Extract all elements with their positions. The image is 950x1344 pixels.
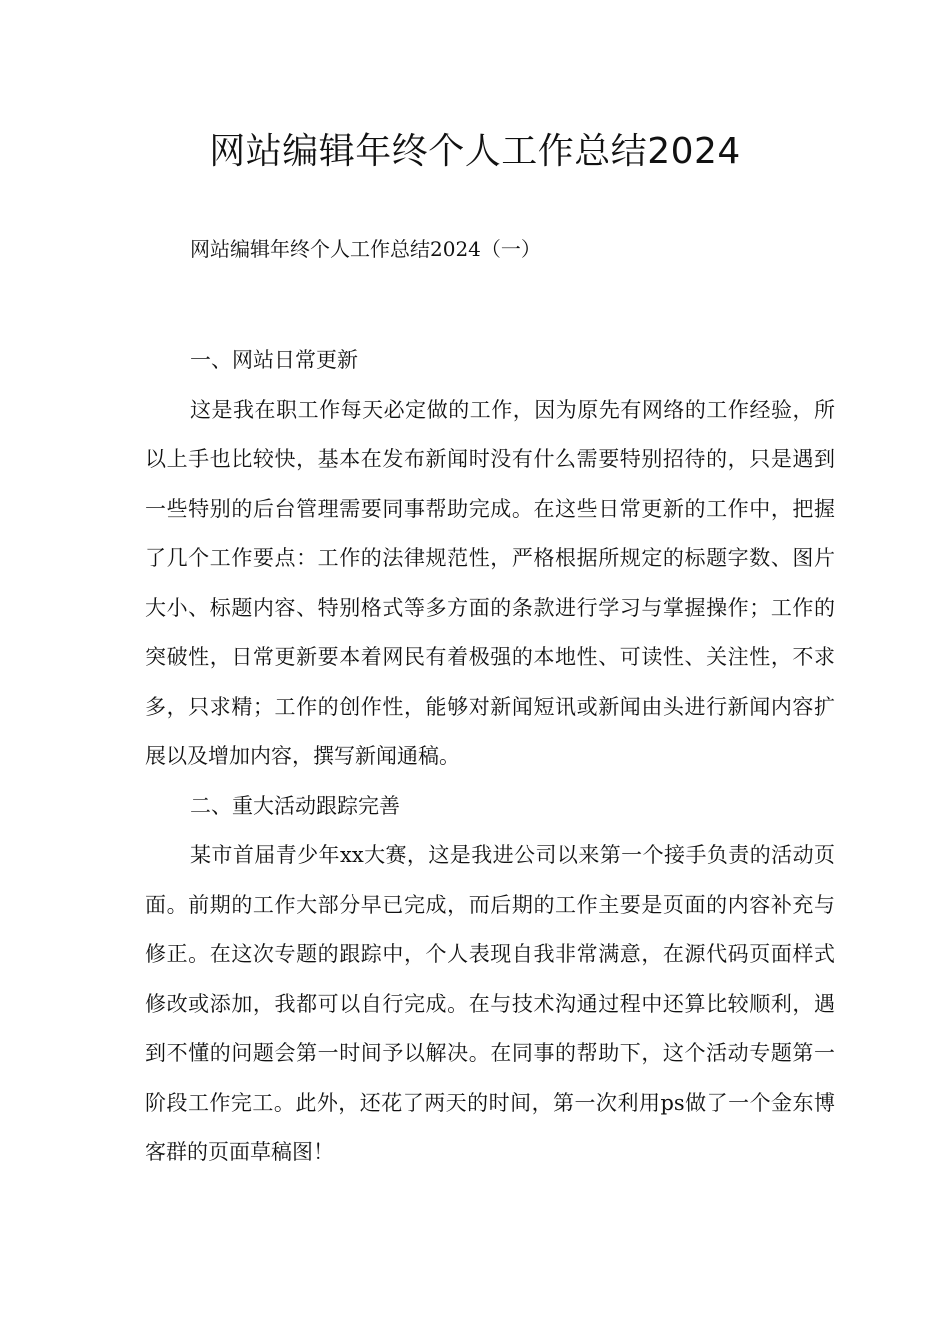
document-subtitle: 网站编辑年终个人工作总结2024（一） bbox=[190, 237, 541, 261]
section-heading-1: 一、网站日常更新 bbox=[190, 348, 358, 372]
document-title: 网站编辑年终个人工作总结2024 bbox=[209, 131, 741, 172]
section-paragraph-1: 这是我在职工作每天必定做的工作，因为原先有网络的工作经验，所以上手也比较快，基本在发布新闻时没有什么需要特别招待的，只是遇到一些特别的后台管理需要同事帮助完成。在这些日常更新的工作中，把握了几个工作要点：工作的法律规范性，严格根据所规定的标题字数、图片大小、标题内容、特别格式等多方面的条款进行学习与掌握操作；工作的突破性，日常更新要本着网民有着极强的本地性、可读性、关注性，不求多，只求精；工作的创作性，能够对新闻短讯或新闻由头进行新闻内容扩展以及增加内容，撰写新闻通稿。 bbox=[145, 397, 835, 768]
section-heading-2: 二、重大活动跟踪完善 bbox=[190, 793, 400, 818]
document-body bbox=[145, 336, 835, 1178]
section-paragraph-2: 某市首届青少年xx大赛，这是我进公司以来第一个接手负责的活动页面。前期的工作大部分早已完成，而后期的工作主要是页面的内容补充与修正。在这次专题的跟踪中，个人表现自我非常满意，在源代码页面样式修改或添加，我都可以自行完成。在与技术沟通过程中还算比较顺利，遇到不懂的问题会第一时间予以解决。在同事的帮助下，这个活动专题第一阶段工作完工。此外，还花了两天的时间，第一次利用ps做了一个金东博客群的页面草稿图！ bbox=[145, 843, 835, 1164]
